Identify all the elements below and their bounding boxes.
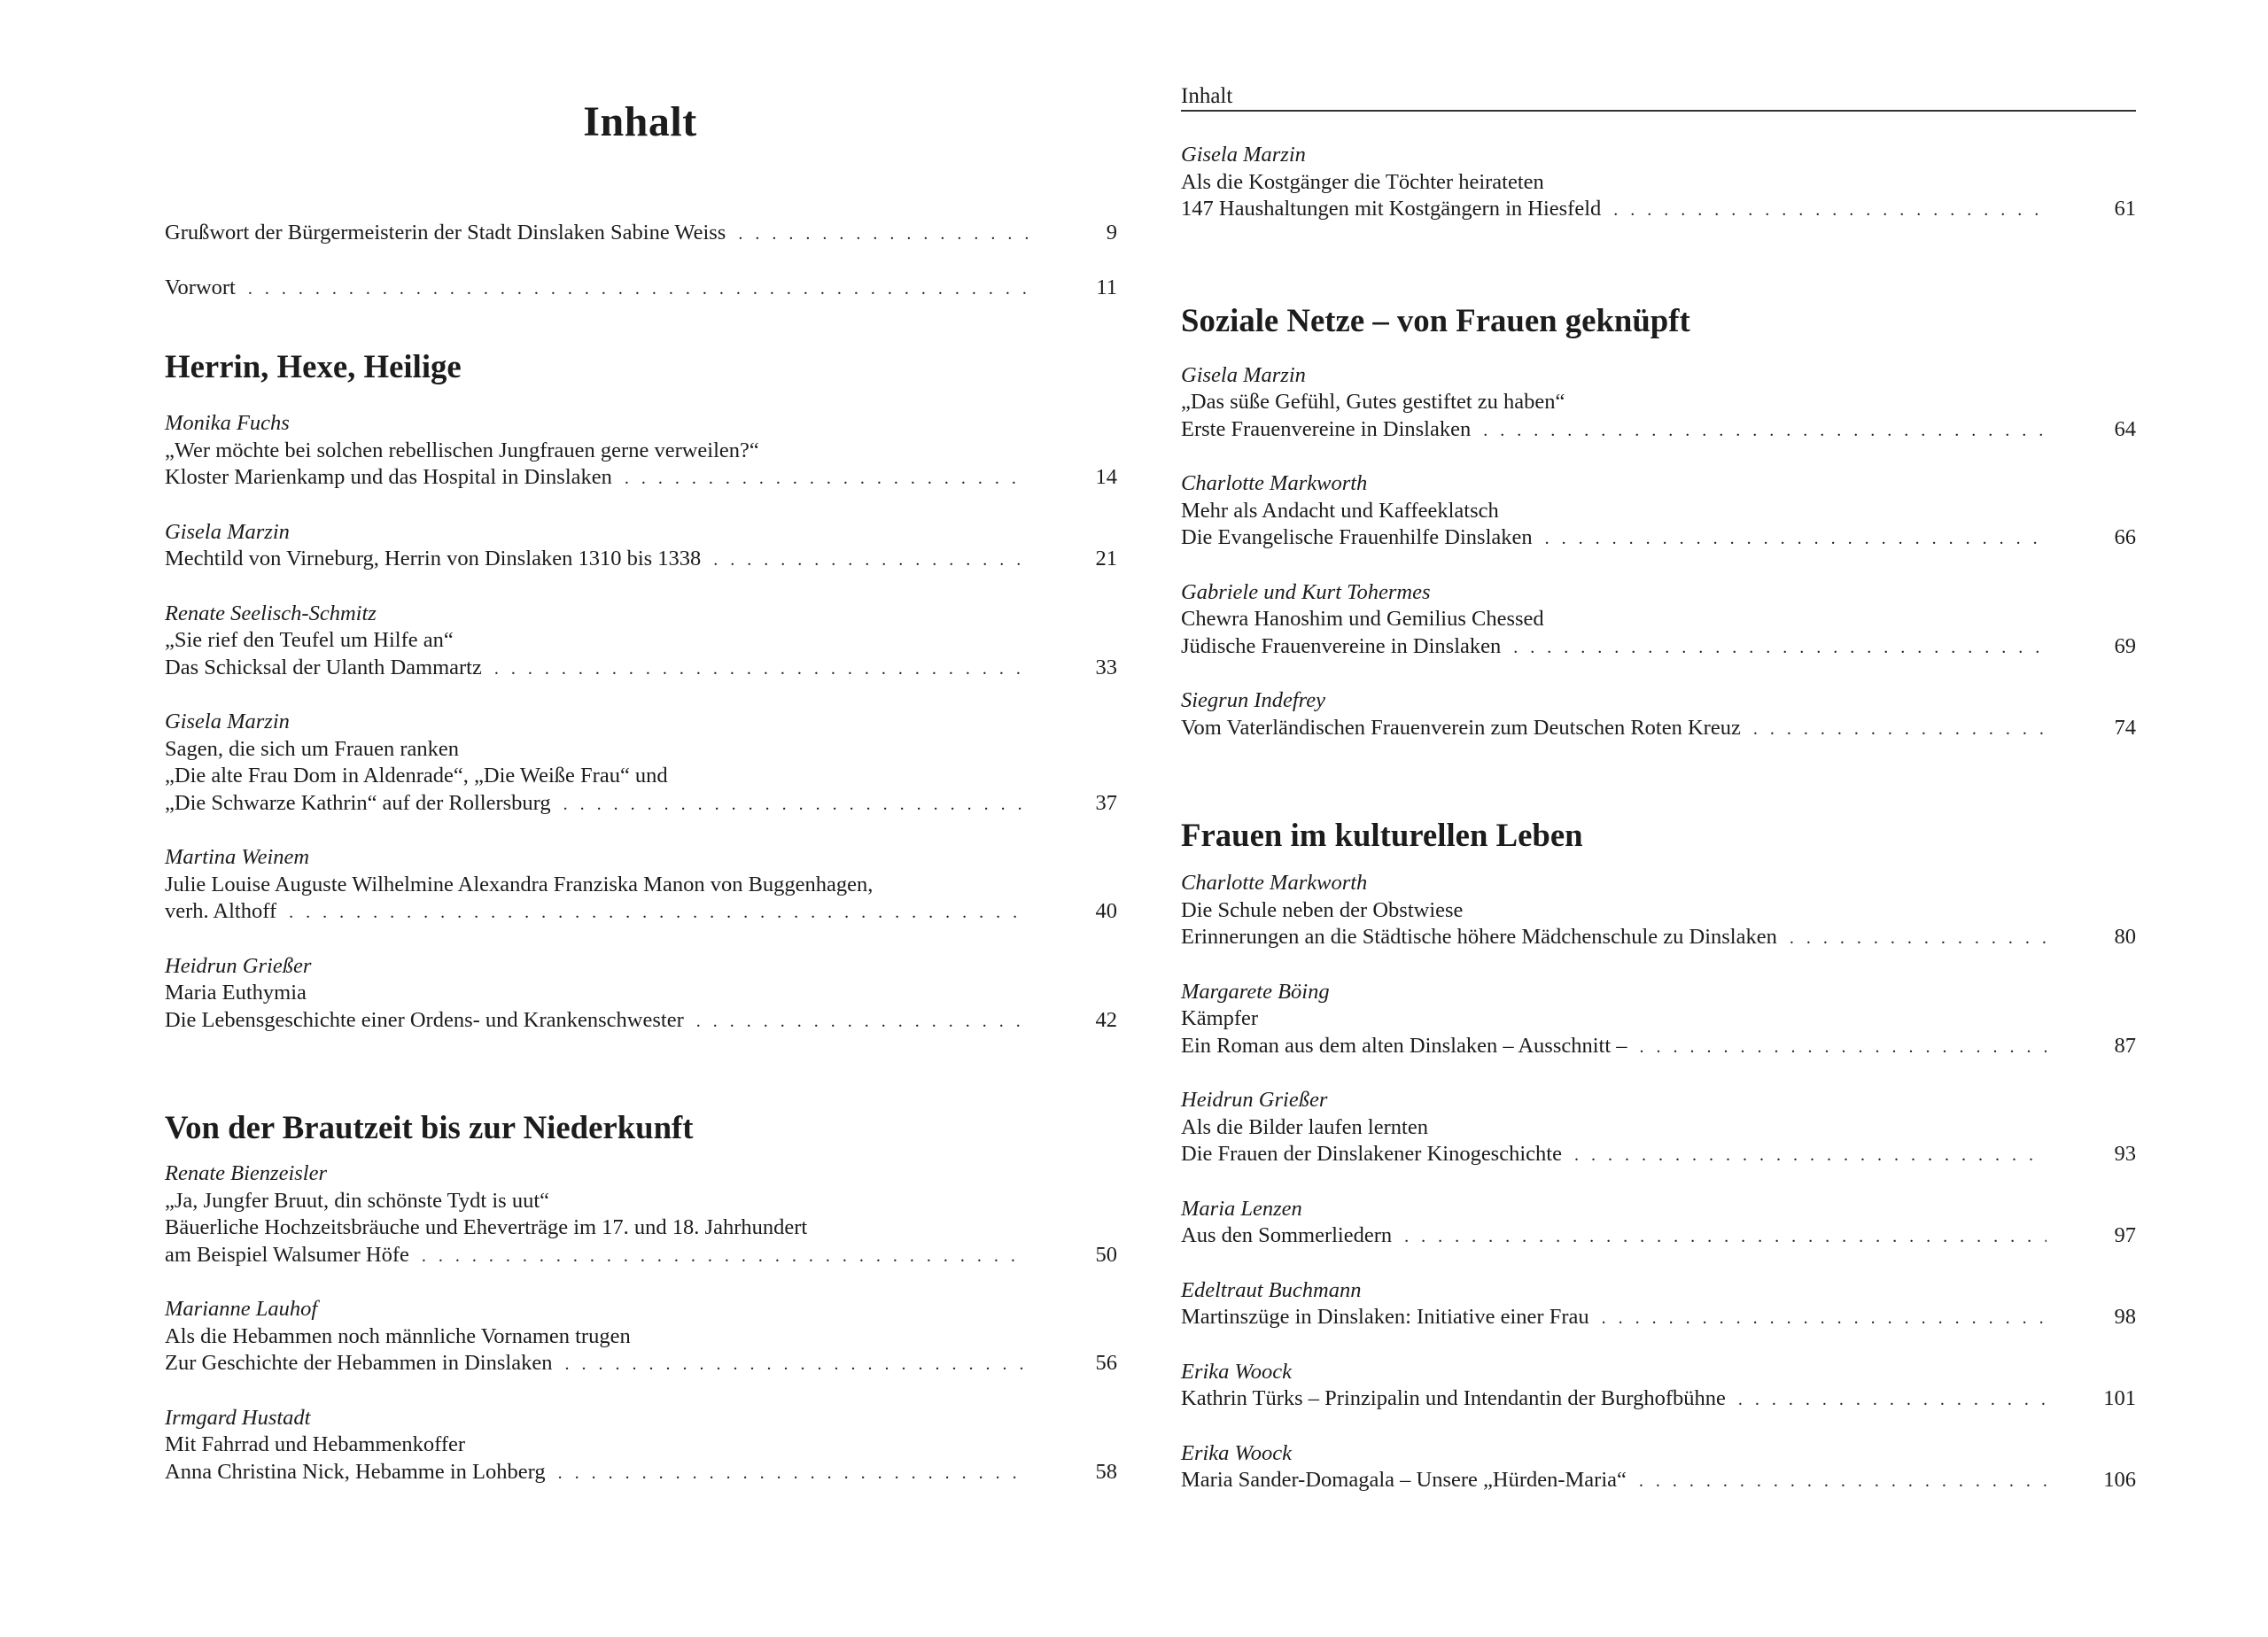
toc-entry-grusswort	[165, 220, 1117, 248]
entry-title: „Wer möchte bei solchen rebellischen Jungfrauen gerne verweilen?“	[165, 438, 759, 462]
leader-dots	[738, 221, 1028, 248]
entry-title: Maria Euthymia	[165, 981, 307, 1005]
entry-author: Charlotte Markworth	[1181, 871, 1368, 895]
entry-title: Martinszüge in Dinslaken: Initiative einer Frau	[1181, 1305, 1589, 1329]
page-number: 106	[2103, 1468, 2136, 1492]
entry-subtitle: Anna Christina Nick, Hebamme in Lohberg	[165, 1459, 546, 1484]
leader-dots	[563, 791, 1028, 818]
entry-title: Vom Vaterländischen Frauenverein zum Deutschen Roten Kreuz	[1181, 715, 1741, 740]
toc-entry	[1181, 1359, 2136, 1414]
section-heading: Herrin, Hexe, Heilige	[165, 348, 462, 384]
section-heading: Von der Brautzeit bis zur Niederkunft	[165, 1109, 694, 1145]
section-heading: Soziale Netze – von Frauen geknüpft	[1181, 301, 1690, 338]
toc-entry	[165, 601, 1117, 683]
entry-subtitle: „Die Schwarze Kathrin“ auf der Rollersburg	[165, 790, 551, 815]
entry-subtitle: Ein Roman aus dem alten Dinslaken – Ausschnitt –	[1181, 1033, 1627, 1058]
page-number: 42	[1095, 1007, 1117, 1032]
toc-entry	[165, 709, 1117, 818]
leader-dots	[1602, 1305, 2047, 1332]
leader-dots	[494, 656, 1028, 683]
entry-author: Gisela Marzin	[1181, 143, 1306, 167]
entry-subtitle: am Beispiel Walsumer Höfe	[165, 1242, 409, 1267]
entry-title: Mehr als Andacht und Kaffeeklatsch	[1181, 498, 1499, 523]
entry-author: Erika Woock	[1181, 1440, 1292, 1465]
entry-author: Renate Bienzeisler	[165, 1161, 328, 1185]
toc-entry	[1181, 470, 2136, 553]
entry-subtitle: verh. Althoff	[165, 899, 277, 923]
entry-author: Erika Woock	[1181, 1359, 1292, 1384]
toc-entry	[165, 1405, 1117, 1487]
entry-title: Julie Louise Auguste Wilhelmine Alexandra Franziska Manon von Buggenhagen,	[165, 872, 874, 896]
entry-subtitle: Erste Frauenvereine in Dinslaken	[1181, 416, 1472, 441]
entry-author: Gisela Marzin	[1181, 362, 1306, 387]
leader-dots	[1639, 1468, 2047, 1495]
page-number: 21	[1095, 547, 1117, 570]
section-heading: Frauen im kulturellen Leben	[1181, 817, 1583, 853]
leader-dots	[1545, 525, 2047, 553]
toc-entry	[1181, 687, 2136, 742]
toc-entry	[1181, 1196, 2136, 1251]
entry-author: Monika Fuchs	[165, 411, 290, 435]
page-number: 50	[1095, 1242, 1117, 1267]
page-number: 9	[1106, 221, 1117, 244]
entry-subtitle: Erinnerungen an die Städtische höhere Mädchenschule zu Dinslaken	[1181, 925, 1777, 949]
entry-title: Aus den Sommerliedern	[1181, 1223, 1393, 1247]
page-number: 64	[2114, 416, 2136, 441]
entry-title: Als die Bilder laufen lernten	[1181, 1114, 1428, 1139]
page-number: 11	[1096, 275, 1117, 299]
leader-dots	[248, 275, 1028, 303]
entry-title: „Das süße Gefühl, Gutes gestiftet zu haben“	[1181, 390, 1565, 414]
page-number: 66	[2114, 525, 2136, 549]
page-number: 40	[1095, 899, 1117, 923]
leader-dots	[625, 465, 1028, 493]
toc-entry	[1181, 1277, 2136, 1332]
entry-subtitle: Die Evangelische Frauenhilfe Dinslaken	[1181, 525, 1533, 549]
page-number: 69	[2114, 633, 2136, 658]
entry-author: Martina Weinem	[165, 845, 310, 869]
toc-entry	[1181, 1087, 2136, 1169]
leader-dots	[1753, 716, 2047, 743]
page-number: 74	[2114, 715, 2136, 740]
toc-entry	[165, 844, 1117, 927]
page-number: 98	[2114, 1305, 2136, 1329]
entry-title: Die Schule neben der Obstwiese	[1181, 897, 1464, 922]
toc-entry	[1181, 362, 2136, 445]
entry-title: Mechtild von Virneburg, Herrin von Dinslaken 1310 bis 1338	[165, 547, 702, 570]
entry-author: Heidrun Grießer	[165, 953, 312, 978]
entry-title: Kämpfer	[1181, 1006, 1259, 1030]
toc-entry	[165, 1160, 1117, 1269]
entry-author: Charlotte Markworth	[1181, 471, 1368, 495]
entry-title: „Ja, Jungfer Bruut, din schönste Tydt is uut“	[165, 1188, 550, 1213]
leader-dots	[1790, 925, 2047, 952]
entry-title: Kathrin Türks – Prinzipalin und Intendantin der Burghofbühne	[1181, 1386, 1726, 1410]
entry-title: Als die Kostgänger die Töchter heirateten	[1181, 169, 1544, 194]
entry-author: Irmgard Hustadt	[165, 1405, 311, 1430]
page-number: 33	[1095, 655, 1117, 679]
toc-entry	[165, 519, 1117, 574]
entry-title: Chewra Hanoshim und Gemilius Chessed	[1181, 607, 1544, 631]
entry-title: Sagen, die sich um Frauen ranken	[165, 736, 460, 761]
entry-author: Gisela Marzin	[165, 519, 290, 544]
leader-dots	[713, 547, 1028, 574]
toc-entry	[1181, 142, 2136, 224]
leader-dots	[1574, 1142, 2047, 1169]
toc-entry	[165, 1296, 1117, 1378]
entry-author: Renate Seelisch-Schmitz	[165, 601, 377, 625]
header-rule	[1181, 110, 2136, 112]
page-number: 80	[2114, 925, 2136, 949]
toc-entry-vorwort	[165, 275, 1117, 303]
page-number: 87	[2114, 1033, 2136, 1058]
leader-dots	[422, 1243, 1028, 1270]
leader-dots	[1513, 634, 2047, 662]
page-number: 37	[1095, 790, 1117, 815]
page-title: Inhalt	[583, 98, 697, 145]
entry-subtitle: 147 Haushaltungen mit Kostgängern in Hiesfeld	[1181, 197, 1602, 221]
leader-dots	[1404, 1223, 2047, 1251]
leader-dots	[564, 1351, 1028, 1378]
entry-title: Grußwort der Bürgermeisterin der Stadt Dinslaken Sabine Weiss	[165, 221, 726, 244]
entry-author: Siegrun Indefrey	[1181, 688, 1326, 712]
entry-author: Margarete Böing	[1181, 979, 1330, 1004]
page-number: 61	[2114, 197, 2136, 221]
entry-author: Gabriele und Kurt Tohermes	[1181, 579, 1431, 604]
entry-author: Maria Lenzen	[1181, 1196, 1302, 1221]
toc-entry	[1181, 870, 2136, 952]
entry-author: Heidrun Grießer	[1181, 1088, 1328, 1112]
entry-subtitle: Bäuerliche Hochzeitsbräuche und Eheverträge im 17. und 18. Jahrhundert	[165, 1215, 808, 1239]
entry-subtitle: Jüdische Frauenvereine in Dinslaken	[1181, 633, 1502, 658]
toc-entry	[165, 410, 1117, 493]
page-number: 56	[1095, 1351, 1117, 1375]
entry-title: Mit Fahrrad und Hebammenkoffer	[165, 1432, 466, 1456]
entry-title: „Sie rief den Teufel um Hilfe an“	[165, 628, 454, 652]
page-number: 14	[1095, 465, 1117, 489]
entry-author: Edeltraut Buchmann	[1181, 1277, 1362, 1302]
toc-entry	[165, 953, 1117, 1036]
left-toc-column	[165, 220, 1117, 1486]
right-toc-column	[1181, 142, 2136, 1495]
toc-entry	[1181, 979, 2136, 1061]
leader-dots	[696, 1008, 1028, 1036]
toc-entry	[1181, 1440, 2136, 1495]
entry-author: Gisela Marzin	[165, 710, 290, 733]
entry-title: Vorwort	[165, 275, 236, 299]
entry-subtitle: „Die alte Frau Dom in Aldenrade“, „Die Weiße Frau“ und	[165, 764, 668, 787]
page-number: 58	[1095, 1459, 1117, 1484]
leader-dots	[558, 1460, 1028, 1487]
entry-subtitle: Zur Geschichte der Hebammen in Dinslaken	[165, 1351, 553, 1375]
leader-dots	[289, 899, 1028, 927]
leader-dots	[1640, 1034, 2047, 1061]
leader-dots	[1483, 417, 2047, 445]
entry-subtitle: Kloster Marienkamp und das Hospital in Dinslaken	[165, 465, 612, 489]
page-number: 97	[2114, 1223, 2136, 1247]
entry-title: Maria Sander-Domagala – Unsere „Hürden-Maria“	[1181, 1468, 1627, 1492]
leader-dots	[1613, 197, 2047, 224]
entry-subtitle: Die Frauen der Dinslakener Kinogeschichte	[1181, 1142, 1562, 1166]
entry-subtitle: Die Lebensgeschichte einer Ordens- und Krankenschwester	[165, 1007, 684, 1032]
entry-title: Als die Hebammen noch männliche Vornamen trugen	[165, 1323, 631, 1348]
toc-entry	[1181, 579, 2136, 662]
page-number: 101	[2103, 1386, 2136, 1410]
leader-dots	[1738, 1386, 2047, 1414]
entry-subtitle: Das Schicksal der Ulanth Dammartz	[165, 655, 482, 679]
entry-author: Marianne Lauhof	[165, 1297, 318, 1321]
page-number: 93	[2114, 1142, 2136, 1166]
running-head: Inhalt	[1181, 84, 1233, 108]
